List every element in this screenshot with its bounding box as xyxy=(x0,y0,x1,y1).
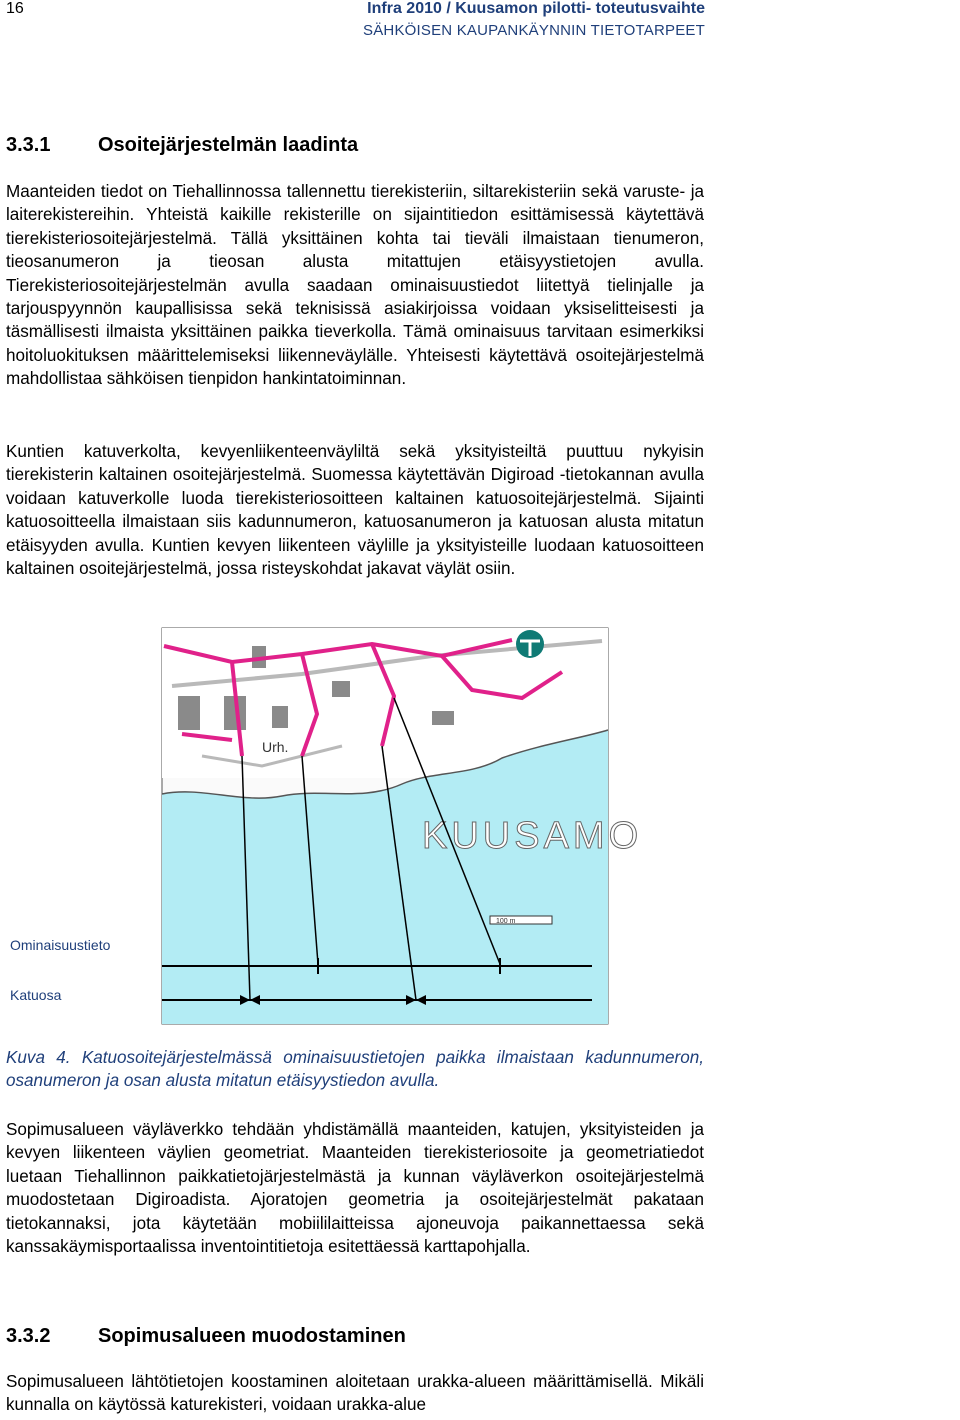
section-heading-3-3-1 xyxy=(6,134,358,157)
paragraph-4: Sopimusalueen lähtötietojen koostaminen aloitetaan urakka-alueen määrittämisellä. Mikäli kunnalla on käytössä katurekisteri, voidaan urakka-alue xyxy=(6,1372,704,1415)
paragraph-1: Maanteiden tiedot on Tiehallinnossa tallennettu tierekisteriin, siltarekisteriin sekä varuste- ja laiterekistereihin. Yhteistä kaikille rekisterille on sijaintitiedon esittämisessä käytettävä tierekisteriosoitejärjestelmä. Tällä yksittäinen kohta tai tieväli ilmaistaan tienumeron, tieosanumeron ja tieosan alusta mitattujen etäisyystietojen avulla. Tierekisteriosoitejärjestelmän avulla saadaan ominaisuustiedot liitettyä tielinjalle ja tarjouspyynnön kaupallisissa sekä teknisissä asiakirjoissa voidaan yksiselitteisesti ja täsmällisesti ilmaista yksittäinen paikka tieverkolla. Tämä ominaisuus tarvitaan esimerkiksi hoitoluokituksen määrittelemiseksi liikenneväylälle. Yhteisesti käytettävä osoitejärjestelmä mahdollistaa sähköisen tienpidon hankintatoiminnan. xyxy=(6,182,704,389)
section-title: Osoitejärjestelmän laadinta xyxy=(98,134,359,156)
paragraph-3: Sopimusalueen väyläverkko tehdään yhdistämällä maanteiden, katujen, yksityisteiden ja kevyen liikenteen väylien geometriat. Maanteiden tierekisteriosoite ja geometriatiedot luetaan Tiehallinnon paikkatietojärjestelmästä ja kunnan väyläverkon osoitejärjestelmä muodostetaan Digiroadista. Ajoratojen geometria ja osoitejärjestelmät pakataan tietokannaksi, jota käytetään mobiililaitteissa ajoneuvoja paikannettaessa sekä kanssakäymisportaalissa inventointitietoja esitettäessä karttapohjalla. xyxy=(6,1120,704,1257)
header-subtitle: SÄHKÖISEN KAUPANKÄYNNIN TIETOTARPEET xyxy=(363,22,705,39)
label-ominaisuustieto: Ominaisuustieto xyxy=(10,937,111,953)
map-label-urh: Urh. xyxy=(262,739,289,755)
scale-label: 100 m xyxy=(496,918,516,925)
section-number: 3.3.1 xyxy=(6,134,51,156)
section-title: Sopimusalueen muodostaminen xyxy=(98,1325,406,1347)
map-building xyxy=(332,681,350,697)
figure-map xyxy=(2,626,643,1024)
map-label-kuusamo: KUUSAMO xyxy=(422,815,643,857)
section-heading-3-3-2 xyxy=(6,1325,406,1348)
map-building xyxy=(178,696,200,730)
figure-caption: Kuva 4. Katuosoitejärjestelmässä ominaisuustietojen paikka ilmaistaan kadunnumeron, osanumeron ja osan alusta mitatun etäisyystiedon avulla. xyxy=(6,1048,704,1091)
header-title: Infra 2010 / Kuusamon pilotti- toteutusvaihte xyxy=(367,0,705,17)
label-katuosa: Katuosa xyxy=(10,987,62,1003)
map-building xyxy=(272,706,288,728)
section-number: 3.3.2 xyxy=(6,1325,51,1347)
map-building xyxy=(432,711,454,725)
paragraph-2: Kuntien katuverkolta, kevyenliikenteenväyliltä sekä yksityisteiltä puuttuu nykyisin tierekisterin kaltainen osoitejärjestelmä. Suomessa käytettävän Digiroad -tietokannan avulla voidaan katuverkolle luoda tierekisteriosoitteen kaltainen katuosoitejärjestelmä. Sijainti katuosoitteella ilmaistaan siis kadunnumeron, katuosanumeron ja katuosan alusta mitatun etäisyyden avulla. Kuntien kevyen liikenteen väylille ja yksityisteille luodaan katuosoitteen kaltainen osoitejärjestelmä, jossa risteyskohdat jakavat väylät osiin. xyxy=(6,442,704,579)
page-number: 16 xyxy=(6,0,24,17)
